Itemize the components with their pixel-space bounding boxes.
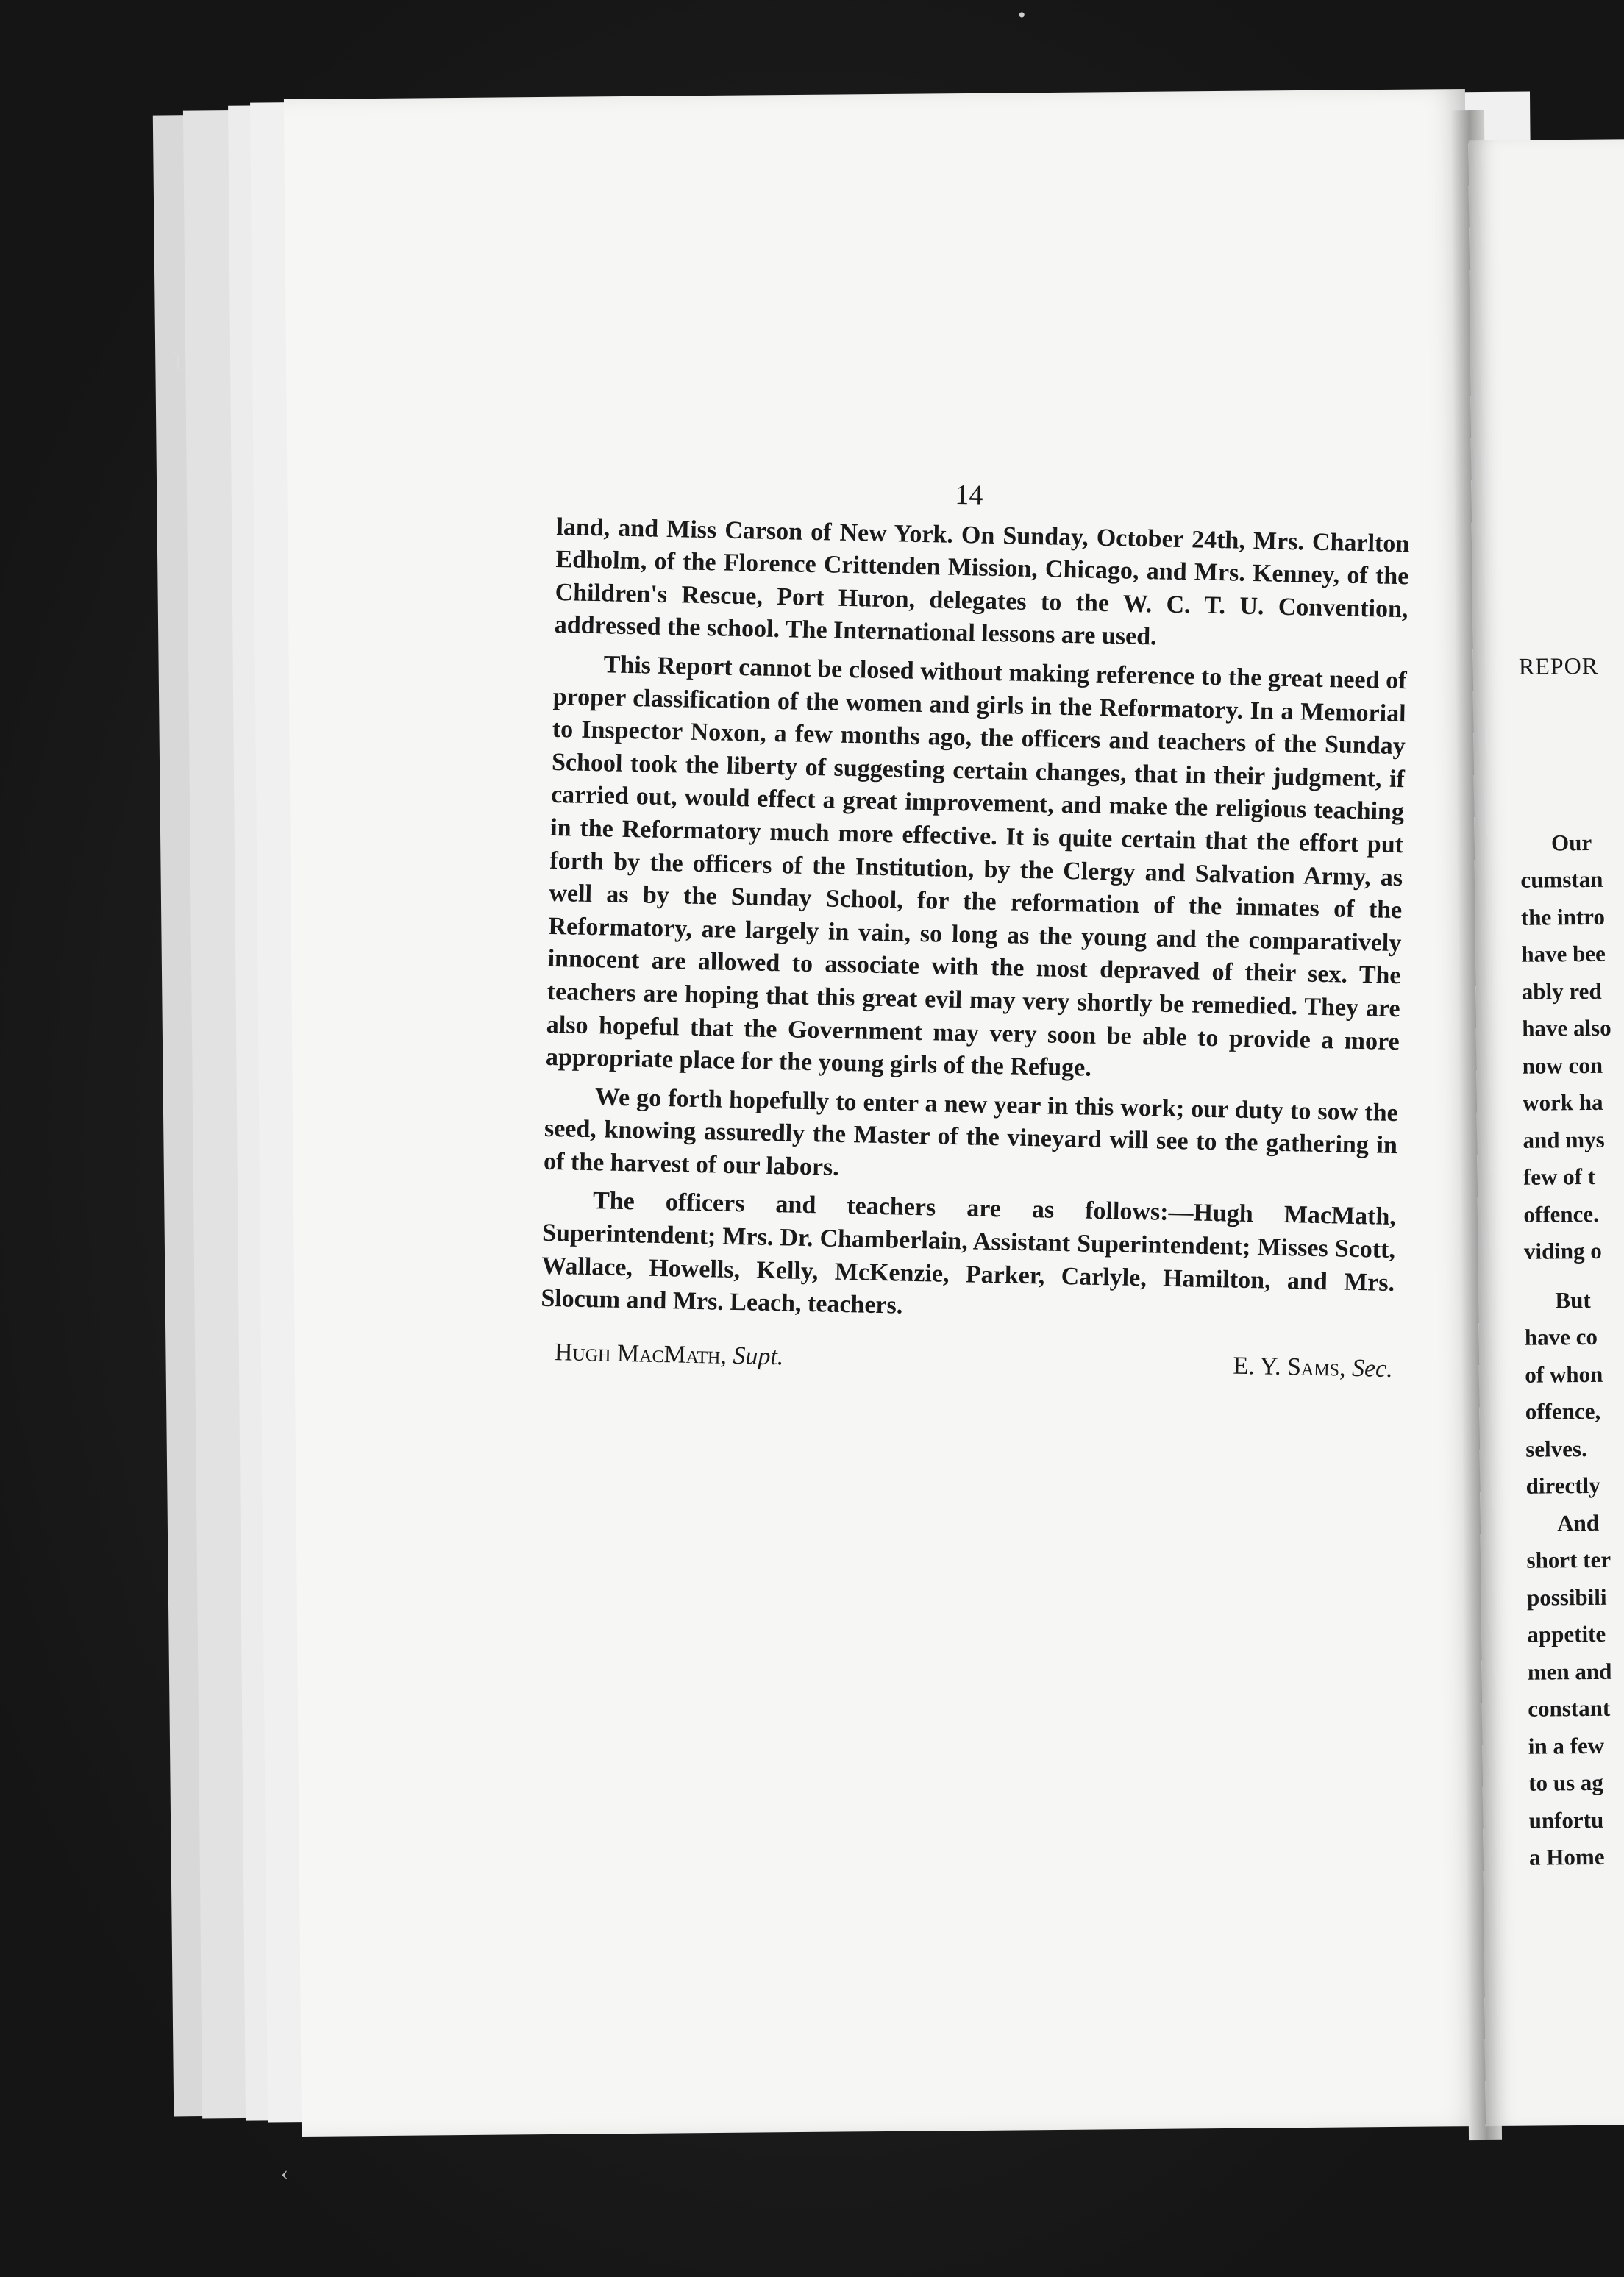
text-line: of whon (1525, 1361, 1603, 1388)
right-page-text (1519, 646, 1624, 1876)
text-line: work ha (1522, 1088, 1603, 1116)
secretary-signature (1233, 1350, 1393, 1386)
text-line: cumstan (1520, 866, 1603, 893)
text-line: offence, (1525, 1397, 1601, 1425)
paragraph: This Report cannot be closed without making reference to the great need of proper classification of the women and girls in the Reformatory. In a Memorial to Inspector Noxon, a few months ago, the officers and teachers of the Sunday School took the liberty of suggesting certain changes, that in their judgment, if carried out, would effect a great improvement, and make the religious teaching in the Reformatory much more effective. It is quite certain that the effort put forth by the officers of the Institution, by the Clergy and Salvation Army, as well as by the Sunday School, for the reformation of the inmates of the Reformatory, are largely in vain, so long as the young and the comparatively innocent are allowed to associate with the most depraved of their sex. The teachers are hoping that this great evil may very shortly be remedied. They are also hopeful that the Government may very soon be able to provide a more appropriate place for the young girls of the Refuge. (545, 651, 1407, 1082)
page-text (539, 471, 1410, 1386)
text-line: have also (1522, 1014, 1611, 1041)
text-line: And (1556, 1509, 1600, 1536)
text-line: But (1555, 1286, 1591, 1313)
signature-name: Hugh MacMath, (554, 1339, 727, 1369)
scan-speck: • (1018, 3, 1026, 27)
right-page-heading: REPOR (1518, 652, 1599, 680)
text-line: directly (1525, 1472, 1600, 1499)
text-line: in a few (1528, 1732, 1605, 1759)
text-line: have co (1524, 1323, 1598, 1350)
paragraph: We go forth hopefully to enter a new year in this work; our duty to sow the seed, knowing assuredly the Master of the vineyard will see to the gathering in of the harvest of our labors. (543, 1083, 1399, 1181)
text-line: and mys (1522, 1126, 1605, 1153)
text-line: have bee (1521, 940, 1606, 967)
text-line: unfortu (1528, 1806, 1604, 1834)
superintendent-signature (554, 1336, 783, 1374)
text-line: viding o (1523, 1237, 1602, 1264)
scan-speck: ʅ (174, 348, 185, 377)
text-line: the intro (1520, 903, 1606, 930)
text-line: appetite (1527, 1620, 1606, 1647)
text-line: offence. (1523, 1200, 1600, 1227)
text-line: possibili (1526, 1583, 1607, 1611)
text-line: short ter (1526, 1546, 1611, 1573)
signature-title: Supt. (733, 1341, 784, 1371)
paragraph: land, and Miss Carson of New York. On Sunday, October 24th, Mrs. Charlton Edholm, of the Florence Crittenden Mission, Chicago, and Mrs. Kenney, of the Children's Rescue, Port Huron, delegates to the W. C. T. U. Convention, addressed the school. The International lessons are used. (554, 513, 1410, 651)
text-line: to us ag (1528, 1769, 1603, 1796)
signature-name: E. Y. Sams, (1233, 1352, 1346, 1382)
text-line: a Home (1528, 1843, 1605, 1870)
paragraph: The officers and teachers are as follows:—Hugh MacMath, Superintendent; Mrs. Dr. Chamberlain, Assistant Superintendent; Misses Scott, Wallace, Howells, Kelly, McKenzie, Parker, Carlyle, Hamilton, and Mrs. Slocum and Mrs. Leach, teachers. (541, 1187, 1397, 1319)
text-line: constant (1528, 1695, 1611, 1722)
text-line: selves. (1525, 1435, 1587, 1462)
text-line: few of t (1522, 1163, 1596, 1190)
scan-speck: ‹ (281, 2161, 288, 2185)
text-line: Our (1550, 829, 1592, 855)
text-line: now con (1522, 1052, 1603, 1079)
signature-title: Sec. (1351, 1354, 1394, 1383)
text-line: men and (1527, 1658, 1612, 1685)
text-line: ably red (1521, 977, 1602, 1005)
page-number: 14 (955, 479, 983, 511)
